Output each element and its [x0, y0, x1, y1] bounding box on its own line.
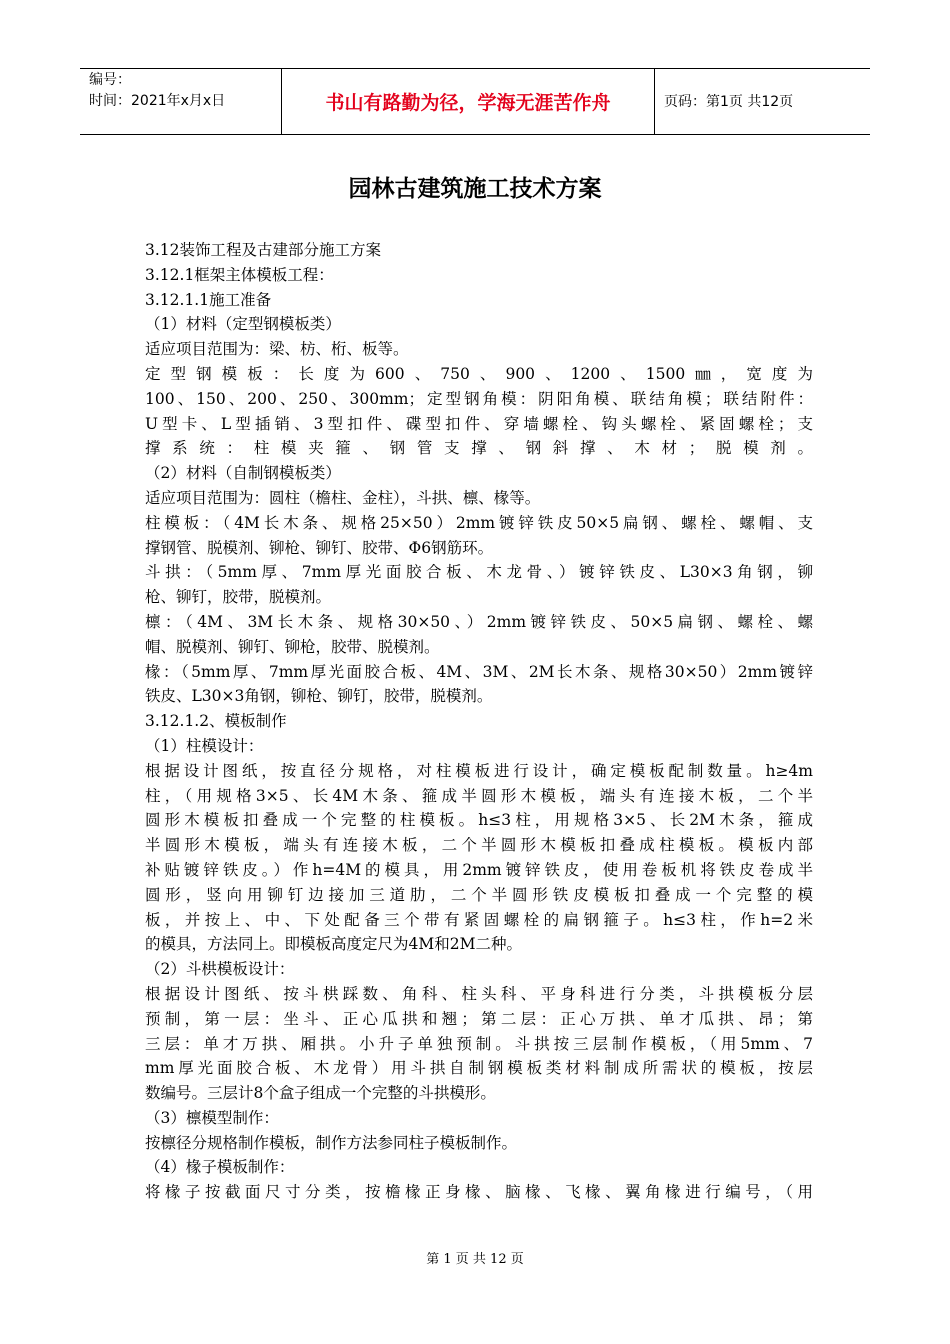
body-line: 帽、脱模剂、铆钉、铆枪，胶带、脱模剂。 — [145, 637, 440, 656]
document-title: 园林古建筑施工技术方案 — [348, 176, 602, 202]
body-line: （1）柱模设计： — [145, 736, 264, 755]
body-line: （2）材料（自制钢模板类） — [145, 464, 341, 483]
header-page-info: 页码：第1页 共12页 — [664, 94, 794, 110]
body-line: 3.12.1.1施工准备 — [145, 290, 272, 309]
body-line: 圆形木模板扣叠成一个完整的柱模板。h≤3柱，用规格3×5、长2M木条，箍成 — [145, 811, 813, 830]
body-line: mm厚光面胶合板、木龙骨）用斗拱自制钢模板类材料制成所需状的模板，按层 — [145, 1059, 813, 1078]
header-motto: 书山有路勤为径，学海无涯苦作舟 — [325, 91, 611, 114]
page-footer: 第 1 页 共 12 页 — [426, 1252, 524, 1267]
document-body — [145, 238, 813, 1205]
header-divider-right — [654, 68, 655, 134]
body-line: 将椽子按截面尺寸分类，按檐椽正身椽、脑椽、飞椽、翼角椽进行编号，（用 — [145, 1183, 813, 1202]
body-line: 按檩径分规格制作模板，制作方法参同柱子模板制作。 — [145, 1133, 518, 1152]
header-meta — [89, 70, 225, 112]
body-line: 撑钢管、脱模剂、铆枪、铆钉、胶带、Φ6钢筋环。 — [145, 538, 494, 557]
body-line: 100、150、200、250、300mm；定型钢角模：阴阳角模、联结角模；联结附件： — [145, 389, 813, 408]
header-bottom-rule — [80, 134, 870, 135]
body-line: 三层：单才万拱、厢拱。小升子单独预制。斗拱按三层制作模板，（用5mm、7 — [145, 1034, 813, 1053]
body-line: 檩：（4M、3M长木条、规格30×50、）2mm镀锌铁皮、50×5扁钢、螺栓、螺 — [145, 612, 813, 631]
body-line: 圆形，竖向用铆钉边接加三道肋，二个半圆形铁皮模板扣叠成一个完整的模 — [145, 885, 813, 904]
body-line: 根据设计图纸、按斗栱踩数、角科、柱头科、平身科进行分类，斗拱模板分层 — [145, 984, 813, 1003]
document-date: 时间：2021年x月x日 — [89, 93, 226, 109]
body-line: 半圆形木模板，端头有连接木板，二个半圆形木模板扣叠成柱模板。模板内部 — [145, 836, 813, 855]
body-line: 柱，（用规格3×5、长4M木条、箍成半圆形木模板，端头有连接木板，二个半 — [145, 786, 813, 805]
body-line: 3.12.1.2、模板制作 — [145, 712, 287, 731]
body-line: 3.12装饰工程及古建部分施工方案 — [145, 241, 382, 259]
body-line: 数编号。三层计8个盒子组成一个完整的斗拱模形。 — [145, 1084, 496, 1103]
body-line: U型卡、L型插销、3型扣件、碟型扣件、穿墙螺栓、钩头螺栓、紧固螺栓；支 — [145, 414, 813, 433]
body-line: 撑系统：柱模夹箍、钢管支撑、钢斜撑、木材；脱模剂。 — [145, 439, 813, 458]
body-line: （2）斗栱模板设计： — [145, 960, 295, 979]
body-line: 根据设计图纸，按直径分规格，对柱模板进行设计，确定模板配制数量。h≥4m — [145, 761, 813, 780]
body-line: 适应项目范围为：圆柱（檐柱、金柱），斗拱、檩、椽等。 — [145, 488, 541, 507]
body-line: 枪、铆钉，胶带，脱模剂。 — [145, 588, 332, 607]
body-line: （4）椽子模板制作： — [145, 1158, 295, 1177]
body-line: 适应项目范围为：梁、枋、桁、板等。 — [145, 340, 409, 359]
body-line: 补贴镀锌铁皮。）作h=4M的模具，用2mm镀锌铁皮，使用卷板机将铁皮卷成半 — [145, 860, 813, 879]
document-number: 编号： — [89, 72, 131, 88]
body-line: 预制，第一层：坐斗、正心瓜拱和翘；第二层：正心万拱、单才瓜拱、昂；第 — [145, 1009, 813, 1028]
body-line: 斗拱：（5mm厚、7mm厚光面胶合板、木龙骨、）镀锌铁皮、L30×3角钢，铆 — [145, 563, 813, 582]
body-line: 的模具，方法同上。即模板高度定尺为4M和2M二种。 — [145, 935, 522, 954]
body-line: 柱模板：（4M长木条、规格25×50）2mm镀锌铁皮50×5扁钢、螺栓、螺帽、支 — [145, 513, 813, 532]
body-line: 椽：（5mm厚、7mm厚光面胶合板、4M、3M、2M长木条、规格30×50）2mm镀锌 — [145, 662, 813, 681]
body-line: 板，并按上、中、下处配备三个带有紧固螺栓的扁钢箍子。h≤3柱，作h=2米 — [145, 910, 813, 929]
body-line: 铁皮、L30×3角钢，铆枪、铆钉，胶带，脱模剂。 — [145, 687, 493, 706]
body-line: 定型钢模板：长度为600、750、900、1200、1500㎜，宽度为 — [145, 364, 813, 383]
body-line: （3）檩模型制作： — [145, 1108, 279, 1127]
body-line: 3.12.1框架主体模板工程： — [145, 265, 334, 284]
body-line: （1）材料（定型钢模板类） — [145, 315, 341, 334]
